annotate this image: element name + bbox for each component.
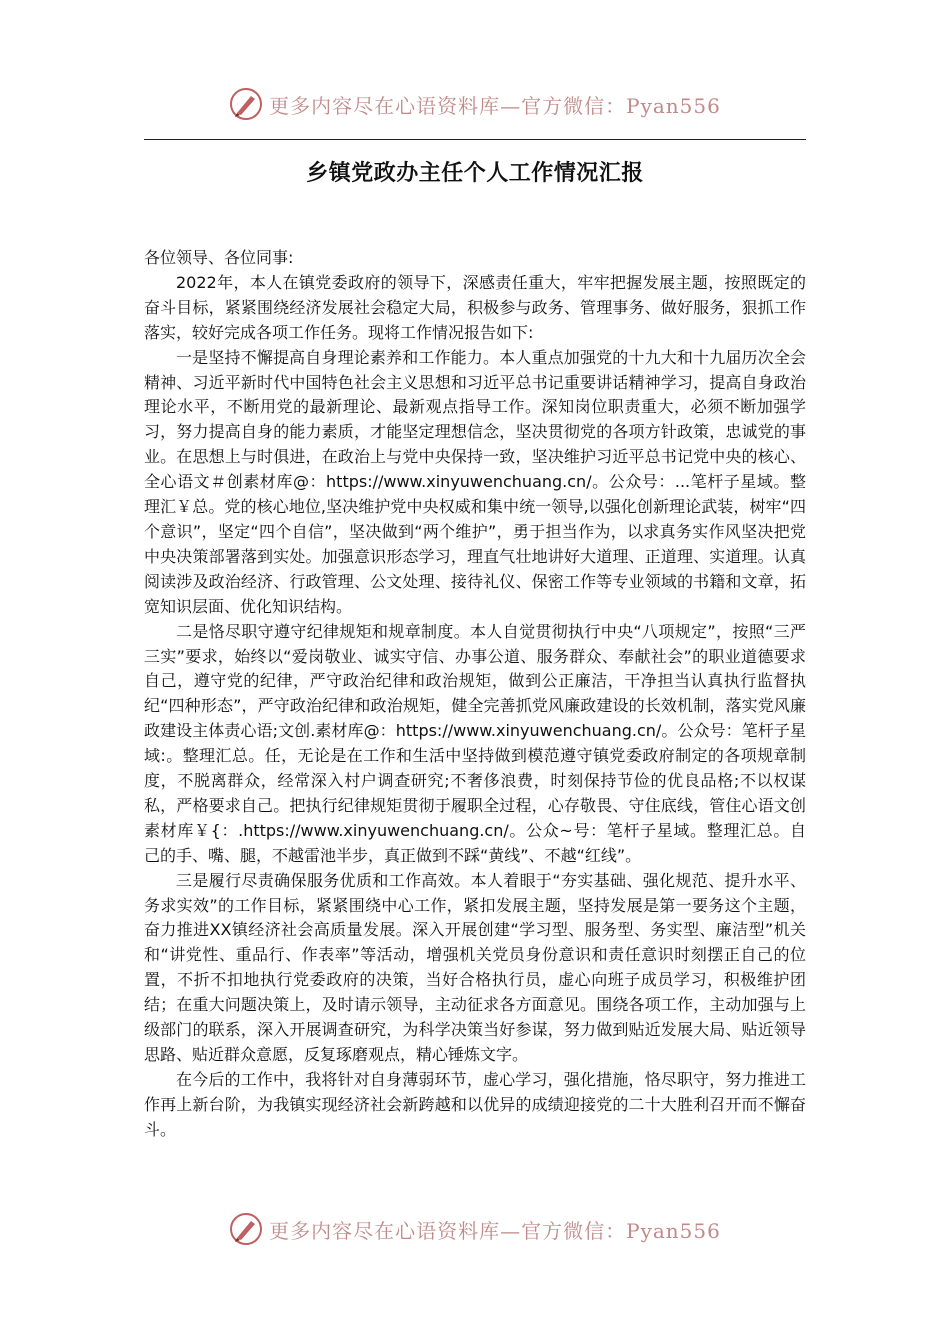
pen-logo-icon [229,87,263,121]
document-body [144,246,806,1143]
header-divider [144,139,806,140]
document-title: 乡镇党政办主任个人工作情况汇报 [306,161,644,186]
pen-logo-icon [229,1212,263,1246]
paragraph-conclusion: 在今后的工作中，我将针对自身薄弱环节，虚心学习，强化措施，恪尽职守，努力推进工作再上新台阶，为我镇实现经济社会新跨越和以优异的成绩迎接党的二十大胜利召开而不懈奋斗。 [144,1069,806,1139]
paragraph-intro: 2022年，本人在镇党委政府的领导下，深感责任重大，牢牢把握发展主题，按照既定的奋斗目标，紧紧围绕经济发展社会稳定大局，积极参与政务、管理事务、做好服务，狠抓工作落实，较好完成各项工作任务。现将工作情况报告如下: [144,272,806,342]
paragraph-service: 三是履行尽责确保服务优质和工作高效。本人着眼于“夯实基础、强化规范、提升水平、务求实效”的工作目标，紧紧围绕中心工作，紧扣发展主题，坚持发展是第一要务这个主题，奋力推进XX镇经济社会高质量发展。深入开展创建“学习型、服务型、务实型、廉洁型”机关和“讲党性、重品行、作表率”等活动，增强机关党员身份意识和责任意识时刻摆正自己的位置，不折不扣地执行党委政府的决策，当好合格执行员，虚心向班子成员学习，积极维护团结；在重大问题决策上，及时请示领导，主动征求各方面意见。围绕各项工作，主动加强与上级部门的联系，深入开展调查研究，为科学决策当好参谋，努力做到贴近发展大局、贴近领导思路、贴近群众意愿，反复琢磨观点，精心锤炼文字。 [144,870,806,1064]
footer-banner [0,1209,950,1249]
header-banner [0,84,950,124]
salutation: 各位领导、各位同事: [144,248,294,267]
banner-text: 更多内容尽在心语资料库—官方微信：Pyan556 [269,1218,721,1243]
paragraph-theory-study: 一是坚持不懈提高自身理论素养和工作能力。本人重点加强党的十九大和十九届历次全会精神、习近平新时代中国特色社会主义思想和习近平总书记重要讲话精神学习，提高自身政治理论水平，不断用党的最新理论、最新观点指导工作。深知岗位职责重大，必须不断加强学习，努力提高自身的能力素质，才能坚定理想信念，坚决贯彻党的各项方针政策，忠诚党的事业。在思想上与时俱进，在政治上与党中央保持一致，坚决维护习近平总书记党中央的核心、全心语文＃创素材库@：https://www.xinyuwenchuang.cn/。公众号：...笔杆子星域。整理汇￥总。党的核心地位,坚决维护党中央权威和集中统一领导,以强化创新理论武装，树牢“四个意识”，坚定“四个自信”，坚决做到“两个维护”，勇于担当作为，以求真务实作风坚决把党中央决策部署落到实处。加强意识形态学习，理直气壮地讲好大道理、正道理、实道理。认真阅读涉及政治经济、行政管理、公文处理、接待礼仪、保密工作等专业领域的书籍和文章，拓宽知识层面、优化知识结构。 [144,347,806,616]
banner-text: 更多内容尽在心语资料库—官方微信：Pyan556 [269,93,721,118]
paragraph-discipline: 二是恪尽职守遵守纪律规矩和规章制度。本人自觉贯彻执行中央“八项规定”，按照“三严三实”要求，始终以“爱岗敬业、诚实守信、办事公道、服务群众、奉献社会”的职业道德要求自己，遵守党的纪律，严守政治纪律和政治规矩，做到公正廉洁，干净担当认真执行监督执纪“四种形态”，严守政治纪律和政治规矩，健全完善抓党风廉政建设的长效机制，落实党风廉政建设主体责心语;文创.素材库@：https://www.xinyuwenchuang.cn/。公众号：笔杆子星域:。整理汇总。任，无论是在工作和生活中坚持做到模范遵守镇党委政府制定的各项规章制度，不脱离群众，经常深入村户调查研究;不奢侈浪费，时刻保持节俭的优良品格;不以权谋私，严格要求自己。把执行纪律规矩贯彻于履职全过程，心存敬畏、守住底线，管住心语文创素材库￥{：.https://www.xinyuwenchuang.cn/。公众~号：笔杆子星域。整理汇总。自己的手、嘴、腿，不越雷池半步，真正做到不踩“黄线”、不越“红线”。 [144,621,806,865]
